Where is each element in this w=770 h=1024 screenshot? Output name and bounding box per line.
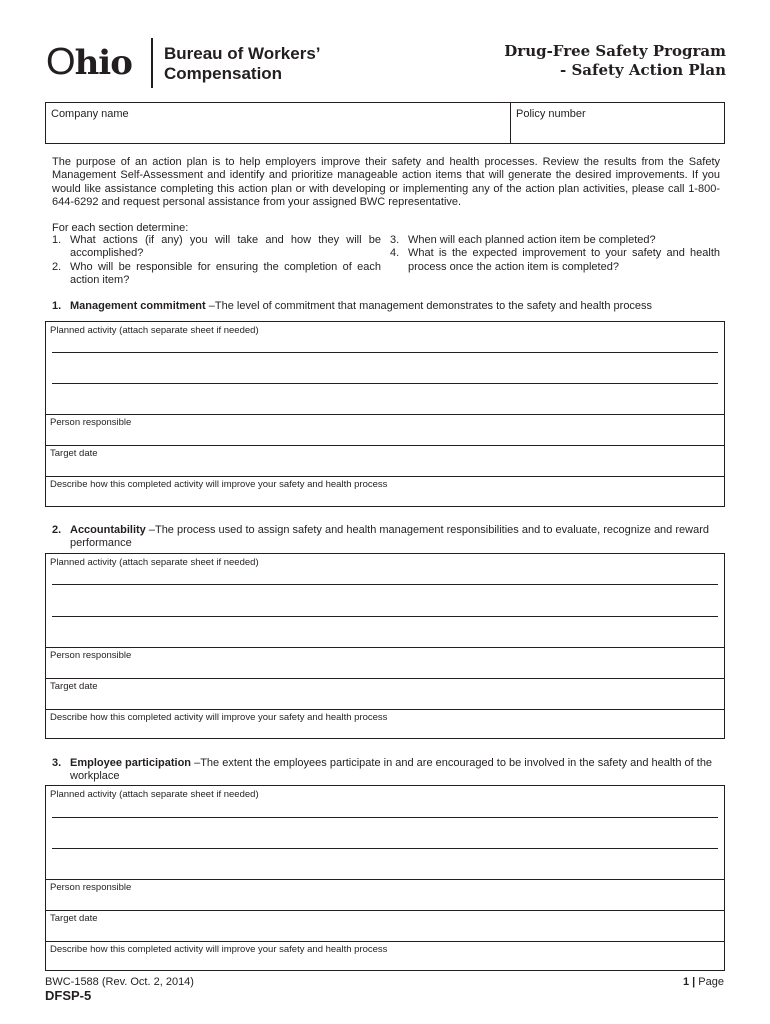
describe-field[interactable]: Describe how this completed activity will improve your safety and health process — [50, 479, 388, 490]
target-date-field[interactable]: Target date — [50, 913, 98, 924]
company-name-field[interactable] — [46, 103, 511, 143]
target-date-field[interactable]: Target date — [50, 448, 98, 459]
ohio-logo: Ohio — [46, 41, 132, 83]
page-header — [46, 38, 726, 90]
determine-list-right — [390, 234, 720, 274]
target-date-field[interactable]: Target date — [50, 681, 98, 692]
determine-list-left — [52, 234, 381, 287]
section-2-heading: 2. Accountability –The process used to assign safety and health management responsibilities and to evaluate, recognize and reward performance — [52, 524, 709, 550]
logo-divider — [151, 38, 153, 88]
planned-activity-field[interactable]: Planned activity (attach separate sheet if needed) — [50, 789, 259, 800]
determine-label: For each section determine: — [52, 222, 189, 234]
write-line — [52, 584, 718, 585]
section-3-heading: 3. Employee participation –The extent the employees participate in and are encouraged to be involved in the safety and health of the workplace — [52, 757, 713, 783]
list-item: 2. Who will be responsible for ensuring the completion of each action item? — [52, 260, 381, 286]
list-item: 1. What actions (if any) you will take and how they will be accomplished? — [52, 234, 381, 260]
page-number: 1 | Page — [682, 976, 724, 988]
section-1-heading: 1. Management commitment –The level of commitment that management demonstrates to the safety and health process — [52, 300, 653, 312]
bureau-name: Bureau of Workers’ Compensation — [164, 44, 321, 83]
section-3-form — [45, 785, 725, 971]
policy-number-field[interactable] — [511, 103, 724, 143]
write-line — [52, 616, 718, 617]
person-responsible-field[interactable]: Person responsible — [50, 882, 132, 893]
person-responsible-field[interactable]: Person responsible — [50, 417, 132, 428]
write-line — [52, 383, 718, 384]
section-2-form — [45, 553, 725, 739]
person-responsible-field[interactable]: Person responsible — [50, 650, 132, 661]
write-line — [52, 848, 718, 849]
write-line — [52, 817, 718, 818]
policy-number-label: Policy number — [516, 108, 586, 120]
list-item: 4. What is the expected improvement to your safety and health process once the action item is completed? — [390, 247, 720, 273]
describe-field[interactable]: Describe how this completed activity will improve your safety and health process — [50, 712, 388, 723]
list-item: 3. When will each planned action item be completed? — [390, 234, 656, 246]
planned-activity-field[interactable]: Planned activity (attach separate sheet if needed) — [50, 557, 259, 568]
document-title: Drug-Free Safety Program - Safety Action Plan — [504, 42, 726, 79]
form-code: DFSP-5 — [45, 988, 92, 1003]
planned-activity-field[interactable]: Planned activity (attach separate sheet if needed) — [50, 325, 259, 336]
form-id: BWC-1588 (Rev. Oct. 2, 2014) — [45, 976, 194, 988]
describe-field[interactable]: Describe how this completed activity will improve your safety and health process — [50, 944, 388, 955]
intro-paragraph: The purpose of an action plan is to help employers improve their safety and health processes. Review the results from the Safety Management Self-Assessment and identify and prioritize manageable action items that will generate the desired improvements. If you would like assistance completing this action plan or with developing or implementing any of the action plan activities, please call 1-800-644-6292 and request personal assistance from your assigned BWC representative. — [52, 156, 720, 208]
company-info-box — [45, 102, 725, 144]
write-line — [52, 352, 718, 353]
company-name-label: Company name — [51, 108, 129, 120]
section-1-form — [45, 321, 725, 507]
